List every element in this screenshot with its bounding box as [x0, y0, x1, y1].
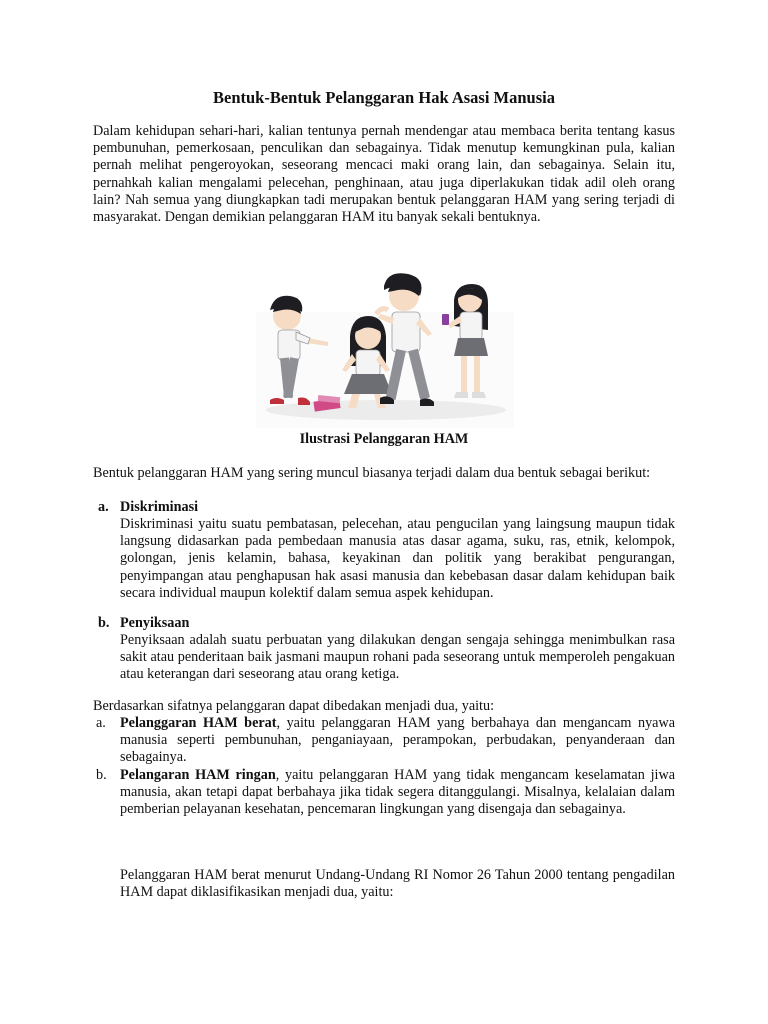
form-b-label: b. [98, 615, 110, 631]
form-b-heading [98, 615, 189, 632]
forms-intro-paragraph: Bentuk pelanggaran HAM yang sering muncul biasanya terjadi dalam dua bentuk sebagai berikut: [93, 465, 651, 481]
form-a-body: Diskriminasi yaitu suatu pembatasan, pelecehan, atau pengucilan yang laingsung maupun tidak langsung didasarkan pada pembedaan manusia atas dasar agama, suku, ras, etnik, kelompok, golongan, jenis kelamin, bahasa, keyakinan dan politik yang berakibat pengurangan, penyimpangan atau penghapusan hak asasi manusia dan kebebasan dasar dalam kehidupan baik secara individual maupun kolektif dalam semua aspek kehidupan. [120, 516, 675, 601]
nature-item-b [93, 767, 675, 819]
form-a-title: Diskriminasi [120, 499, 199, 515]
form-a-label: a. [98, 499, 109, 515]
nature-item-a-text: , yaitu pelanggaran HAM yang berbahaya dan mengancam nyawa manusia seperti pembunuhan, penganiayaan, perampokan, perbudakan, penyanderaan dan sebagainya. [120, 715, 676, 766]
nature-item-b-label: b. [96, 766, 107, 783]
phone-icon [442, 314, 449, 325]
closing-paragraph: Pelanggaran HAM berat menurut Undang-Undang RI Nomor 26 Tahun 2000 tentang pengadilan HAM dapat diklasifikasikan menjadi dua, yaitu: [120, 867, 675, 901]
page-title: Bentuk-Bentuk Pelanggaran Hak Asasi Manusia [213, 88, 555, 107]
nature-list [93, 715, 675, 818]
nature-intro-paragraph: Berdasarkan sifatnya pelanggaran dapat dibedakan menjadi dua, yaitu: [93, 698, 495, 714]
nature-item-b-text: , yaitu pelanggaran HAM yang tidak mengancam keselamatan jiwa manusia, akan tetapi dapat berbahaya jika tidak segera ditanggulangi. Misalnya, kelalaian dalam pemberian pelayanan kesehatan, pencemaran lingkungan yang disengaja dan sebagainya. [120, 766, 675, 818]
nature-item-b-term: Pelangaran HAM ringan [120, 766, 276, 783]
illustration-figure [256, 270, 514, 428]
nature-item-a [93, 715, 675, 767]
bullying-illustration [256, 270, 514, 428]
form-b-title: Penyiksaan [120, 615, 190, 631]
figure-caption: Ilustrasi Pelanggaran HAM [299, 431, 469, 447]
form-b-body: Penyiksaan adalah suatu perbuatan yang dilakukan dengan sengaja sehingga menimbulkan rasa sakit atau penderitaan baik jasmani maupun rohani pada seseorang untuk memperoleh pengakuan atau keterangan dari seseorang atau orang ketiga. [120, 632, 675, 683]
form-a-heading [98, 499, 198, 516]
nature-item-a-term: Pelanggaran HAM berat [120, 715, 277, 731]
nature-item-a-label: a. [96, 715, 106, 731]
intro-paragraph: Dalam kehidupan sehari-hari, kalian tentunya pernah mendengar atau membaca berita tentang kasus pembunuhan, pemerkosaan, penculikan dan sebagainya. Tidak menutup kemungkinan pula, kalian pernah melihat pengeroyokan, seseorang mencaci maki orang lain, dan sebagainya. Selain itu, pernahkah kalian mengalami pelecehan, penghinaan, atau juga diperlakukan tidak adil oleh orang lain? Nah semua yang diungkapkan tadi merupakan bentuk pelanggaran HAM yang sering terjadi di masyarakat. Dengan demikian pelanggaran HAM itu banyak sekali bentuknya. [93, 123, 675, 226]
